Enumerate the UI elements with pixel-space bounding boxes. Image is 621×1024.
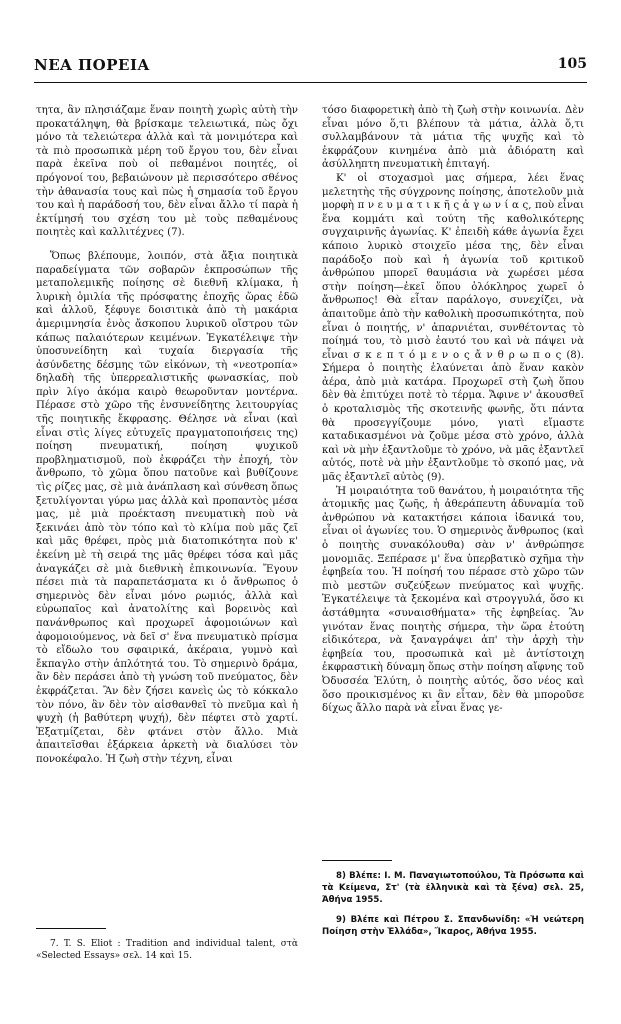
running-header <box>34 56 587 78</box>
footnotes-left <box>36 938 298 962</box>
paragraph: Κ' οἱ στοχασμοὶ μας σήμερα, λέει ἕνας μελετητὴς τῆς σύγχρονης ποίησης, ἀποτελοῦν μιὰ μορφὴ π ν ε υ μ α τ ι κ ῆ ς ἀ γ ω ν ί α ς, ποὺ εἶναι ἕνα κομμάτι καὶ τούτη τῆς καθολικότερης συγχαιρινῆς ἀγωνίας. Κ' ἐπειδὴ κάθε ἀγωνία ἔχει κάποιο λυρικὸ στοιχεῖο μέσα της, δὲν εἶναι παράδοξο ποὺ καὶ ἡ ἀγωνία τοῦ κριτικοῦ ἀνθρώπου μπορεῖ θαυμάσια νὰ χωρέσει μέσα στὴν ποίηση—ἐκεῖ ὅπου ὁλόκληρος χωρεῖ ὁ ἄνθρωπος! Θὰ εἶταν παράλογο, συνεχίζει, νὰ ἀπαιτοῦμε ἀπὸ τὴν καθολικὴ προσωπικότητα, ποὺ εἶναι ὁ ποιητής, ν' ἀπαρνιέται, συνθέτοντας τὸ ποίημά του, τὸ μισὸ ἑαυτό του καὶ νὰ πάψει νὰ εἶναι σ κ ε π τ ό μ ε ν ο ς ἄ ν θ ρ ω π ο ς (8). Σήμερα ὁ ποιητὴς ἐλαύνεται ἀπὸ ἕναν κακὸν ἀέρα, ἀπὸ μιὰ κατάρα. Προχωρεῖ στὴ ζωὴ ὅπου δὲν θὰ ἐπιτύχει ποτὲ τὸ τέρμα. Ἄφινε ν' ἀκουσθεῖ ὁ κροταλισμὸς τῆς σκοτεινῆς φωνῆς, ὅτι πάντα θὰ προσεγγίζουμε μόνο, γιατὶ εἴμαστε καταδικασμένοι νὰ ζοῦμε μέσα στὸ χρόνο, ἀλλὰ καὶ νὰ μὴν ἐξαντλοῦμε τὸ χρόνο, νὰ μᾶς ἐξαντλεῖ αὐτός, ποτὲ νὰ μὴν ἐξαντλοῦμε τὸ σκοπό μας, νὰ μᾶς ἐξαντλεῖ αὐτὸς (9). <box>322 172 584 484</box>
paragraph: τητα, ἂν πλησιάζαμε ἕναν ποιητὴ χωρὶς αὐτὴ τὴν προκατάληψη, θὰ βρίσκαμε τελειωτικά, πὼς ὄχι μόνο τὰ τελειώτερα ἀλλὰ καὶ τὰ μονιμότερα καὶ τὰ πιὸ προσωπικὰ μέρη τοῦ ἔργου του, δὲν εἶναι παρὰ ἐκεῖνα ποὺ οἱ πεθαμένοι ποιητές, οἱ πρόγονοί του, βεβαιώνουν μὲ περισσότερο σθένος τὴν ἀθανασία τους καὶ πὼς ἡ σημασία τοῦ ἔργου του καὶ ἡ παράδοσή του, δὲν εἶναι ἄλλο τί παρὰ ἡ ἐκτίμησή του σχέση του μὲ τοὺς πεθαμένους ποιητὲς καὶ καλλιτέχνες (7). <box>36 105 298 239</box>
right-column <box>322 104 584 716</box>
footnote-9: 9) Βλέπε καὶ Πέτρου Σ. Σπανδωνίδη: «Ἡ νεώτερη Ποίηση στὴν Ἑλλάδα», Ἴκαρος, Ἀθήνα 1955. <box>322 915 584 937</box>
paragraph-gap <box>36 240 298 250</box>
footnote-rule <box>36 928 106 929</box>
footnote-rule <box>322 860 392 861</box>
paragraph: Ὅπως βλέπουμε, λοιπόν, στὰ ἄξια ποιητικὰ παραδείγματα τῶν σοβαρῶν ἐκπροσώπων τῆς μεταπολεμικῆς ποίησης σὲ διεθνῆ κλίμακα, ἡ λυρικὴ ὁμιλία τῆς πρόσφατης ἐποχῆς ὥρας ἐδῶ καὶ ἀλλοῦ, ξέφυγε δοισιτικὰ ἀπὸ τὴ μακάρια ἀμεριμνησία ἑνὸς ἄσκοπου λυρικοῦ οἴστρου τῶν κάπως παλαιότερων κειμένων. Ἐγκατέλειψε τὴν ὑποσυνείδητη καὶ τυχαία διεργασία τῆς ἀσύνδετης δέσμης τῶν εἰκόνων, τὴ «νεοτροπία» δηλαδὴ τῆς ὑπερρεαλιστικῆς φωνασκίας, ποὺ πρὶν λίγο ἀκόμα καιρὸ θεωροῦνταν μοντέρνα. Πέρασε στὸ χῶρο τῆς ἐνσυνείδητης λειτουργίας τῆς ποιητικῆς ἔκφρασης. Θέλησε νὰ εἶναι (καὶ εἶναι στὶς λίγες εὐτυχεῖς πραγματοποιήσεις της) ποίηση πνευματική, ποίηση ψυχικοῦ προβληματισμοῦ, ποὺ ἐκφράζει τὴν ἐποχή, τὸν ἄνθρωπο, τὸ χῶμα ὅπου πατοῦνε καὶ βυθίζουνε τὶς ρίζες μας, σὲ μιὰ ἀνάπλαση καὶ σύνθεση ὅπως ξετυλίγονται γύρω μας ἀλλὰ καὶ προπαντὸς μέσα μας, μὲ μιὰ προέκταση πνευματικὴ ποὺ νὰ ξεκινάει ἀπὸ τὸν τόπο καὶ τὸ κλίμα ποὺ μᾶς ζεῖ καὶ μᾶς θρέφει, πρὸς μιὰ διατοπικότητα ποὺ κ' ἐκείνη μὲ τὴ σειρά της μᾶς θρέφει τόσα καὶ μᾶς ἀναγκάζει σὲ μιὰ διεθνικὴ ἐπικοινωνία. Ἔγουν πέσει πιὰ τὰ παραπετάσματα κι ὁ ἄνθρωπος ὁ σημερινὸς δὲν εἶναι μόνο ρωμιός, ἀλλὰ καὶ εὐρωπαῖος καὶ ἀνατολίτης καὶ βορεινὸς καὶ πανάνθρωπος καὶ προχωρεῖ ἀφομοιώνων καὶ ἀφομοιούμενος, νὰ δεῖ σ' ἕνα πνευματικὸ πρίσμα τὸ εἴδωλο του σφαιρικά, ἀκέραια, γυμνὸ καὶ ἔκπαγλο στὴν ἁπλότητά του. Τὸ σημερινὸ δράμα, ἂν δὲν περάσει ἀπὸ τὴ γνώση τοῦ πνεύματος, δὲν ἐκφράζεται. Ἂν δὲν ζήσει κανεὶς ὡς τὸ κόκκαλο τὸν πόνο, ἂν δὲν τὸν αἰσθανθεῖ τὸ πνεῦμα καὶ ἡ ψυχὴ (ἡ βαθύτερη ψυχή), δὲν πέφτει στὸ χαρτί. Ἐξατμίζεται, δὲν φτάνει στὸν ἄλλο. Μιὰ ἀπαιτεῖσθαι ἐξάρκεια ἀρκετὴ νὰ διαλύσει τὸν πονοκέφαλο. Ἡ ζωὴ στὴν τέχνη, εἶναι <box>36 250 298 765</box>
journal-title: ΝΕΑ ΠΟΡΕΙΑ <box>34 56 150 74</box>
left-column <box>36 104 298 767</box>
paragraph: τόσο διαφορετικὴ ἀπὸ τὴ ζωὴ στὴν κοινωνία. Δὲν εἶναι μόνο ὅ,τι βλέπουν τὰ μάτια, ἀλλὰ ὅ,τι συλλαμβάνουν τὰ μάτια τῆς ψυχῆς καὶ τὸ ἐκφράζουν κινημένα ἀπὸ μιὰ ἀδιόρατη καὶ ἀσύλληπτη πνευματικὴ ἐπιταγή. <box>322 105 584 171</box>
paragraph: Ἡ μοιραιότητα τοῦ θανάτου, ἡ μοιραιότητα τῆς ἀτομικῆς μας ζωῆς, ἡ ἀθεράπευτη ἀδυναμία τοῦ ἀνθρώπου νὰ κατακτήσει κάποια ἰδανικά του, εἶναι οἱ ἀγωνίες του. Ὁ σημερινὸς ἄνθρωπος (καὶ ὁ ποιητὴς συνακόλουθα) σὰν ν' ἀνθρώπησε μονομιᾶς. Ξεπέρασε μ' ἕνα ὑπερβατικὸ σχῆμα τὴν ἐφηβεία του. Ἡ ποίησή του πέρασε στὸ χῶρο τῶν πιὸ μεστῶν συζεύξεων πνεύματος καὶ ψυχῆς. Ἐγκατέλειψε τὰ ξεκομένα καὶ στρογγυλά, ὅσο κι ἀστάθμητα «συναισθήματα» τῆς ἐφηβείας. Ἂν γινόταν ἕνας ποιητὴς σήμερα, τὴν ὥρα ἐτούτη εἰδικότερα, νὰ ξαναγράψει ἀπ' τὴν ἀρχὴ τὴν ἐφηβεία του, προσωπικὰ καὶ μὲ ἀντίστοιχη ἐκφραστικὴ δύναμη ὅπως στὴν ποίηση αἴφνης τοῦ Ὀδυσσέα Ἐλύτη, ὁ ποιητὴς αὐτός, ὅσο νέος καὶ ὅσο προικισμένος κι ἂν εἶταν, δὲν θὰ μποροῦσε δίχως ἄλλο παρὰ νὰ εἶναι ἕνας γε- <box>322 485 584 715</box>
footnote-8: 8) Βλέπε: Ι. Μ. Παναγιωτοπούλου, Τὰ Πρόσωπα καὶ τὰ Κείμενα, Στ' (τὰ ἑλληνικὰ καὶ τὰ ξένα) σελ. 25, Ἀθήνα 1955. <box>322 871 584 905</box>
footnote-7: 7. T. S. Eliot : Tradition and individual talent, στὰ «Selected Essays» σελ. 14 καὶ 15. <box>36 939 298 961</box>
footnotes-right <box>322 870 584 946</box>
header-rule <box>34 82 587 83</box>
page-number: 105 <box>557 56 587 72</box>
